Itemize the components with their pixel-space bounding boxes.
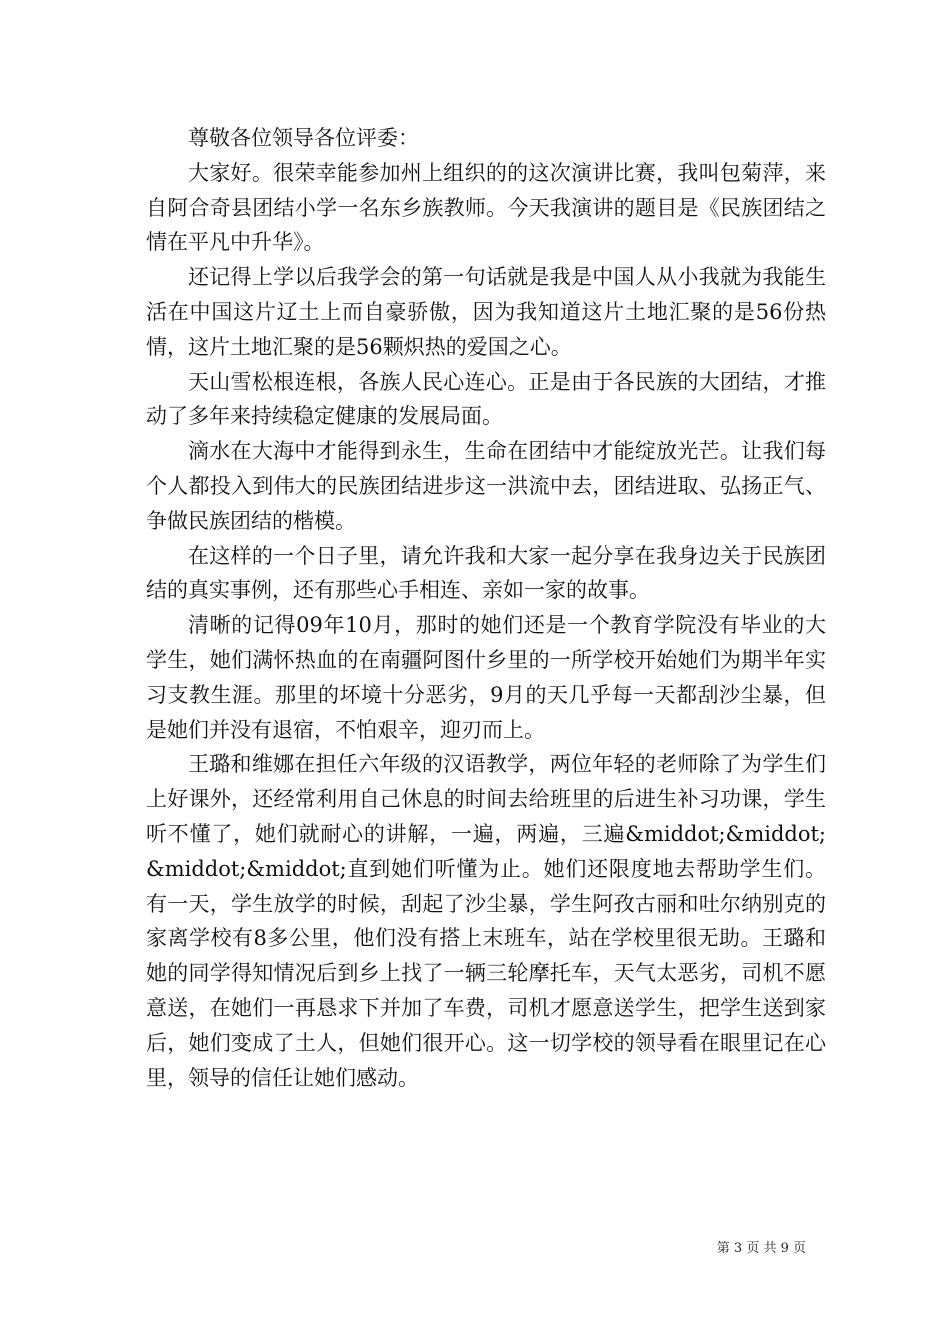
paragraph: 清晰的记得09年10月，那时的她们还是一个教育学院没有毕业的大学生，她们满怀热血的在南疆阿图什乡里的一所学校开始她们为期半年实习支教生涯。那里的坏境十分恶劣，9月的天几乎每一天都刮沙尘暴，但是她们并没有退宿，不怕艰辛，迎刃而上。 [146,613,826,742]
paragraph: 还记得上学以后我学会的第一句话就是我是中国人从小我就为我能生活在中国这片辽土上而自豪骄傲，因为我知道这片土地汇聚的是56份热情，这片土地汇聚的是56颗炽热的爱国之心。 [146,265,826,359]
paragraph: 天山雪松根连根，各族人民心连心。正是由于各民族的大团结，才推动了多年来持续稳定健康的发展局面。 [146,369,826,429]
page-number-footer: 第 3 页 共 9 页 [716,1241,806,1256]
paragraph: 滴水在大海中才能得到永生，生命在团结中才能绽放光芒。让我们每个人都投入到伟大的民族团结进步这一洪流中去，团结进取、弘扬正气、争做民族团结的楷模。 [146,439,826,533]
paragraph: 在这样的一个日子里，请允许我和大家一起分享在我身边关于民族团结的真实事例，还有那些心手相连、亲如一家的故事。 [146,543,826,603]
paragraph-salutation: 尊敬各位领导各位评委： [188,126,419,150]
document-body [146,121,826,1095]
paragraph-introduction: 大家好。很荣幸能参加州上组织的的这次演讲比赛，我叫包菊萍，来自阿合奇县团结小学一名东乡族教师。今天我演讲的题目是《民族团结之情在平凡中升华》。 [146,160,826,255]
paragraph: 王璐和维娜在担任六年级的汉语教学，两位年轻的老师除了为学生们上好课外，还经常利用自己休息的时间去给班里的后进生补习功课，学生听不懂了，她们就耐心的讲解，一遍，两遍，三遍&middot;&middot;&middot;&middot;直到她们听懂为止。她们还限度地去帮助学生们。有一天，学生放学的时候，刮起了沙尘暴，学生阿孜古丽和吐尔纳别克的家离学校有8多公里，他们没有搭上末班车，站在学校里很无助。王璐和她的同学得知情况后到乡上找了一辆三轮摩托车，天气太恶劣，司机不愿意送，在她们一再恳求下并加了车费，司机才愿意送学生，把学生送到家后，她们变成了土人，但她们很开心。这一切学校的领导看在眼里记在心里，领导的信任让她们感动。 [146,752,826,1090]
